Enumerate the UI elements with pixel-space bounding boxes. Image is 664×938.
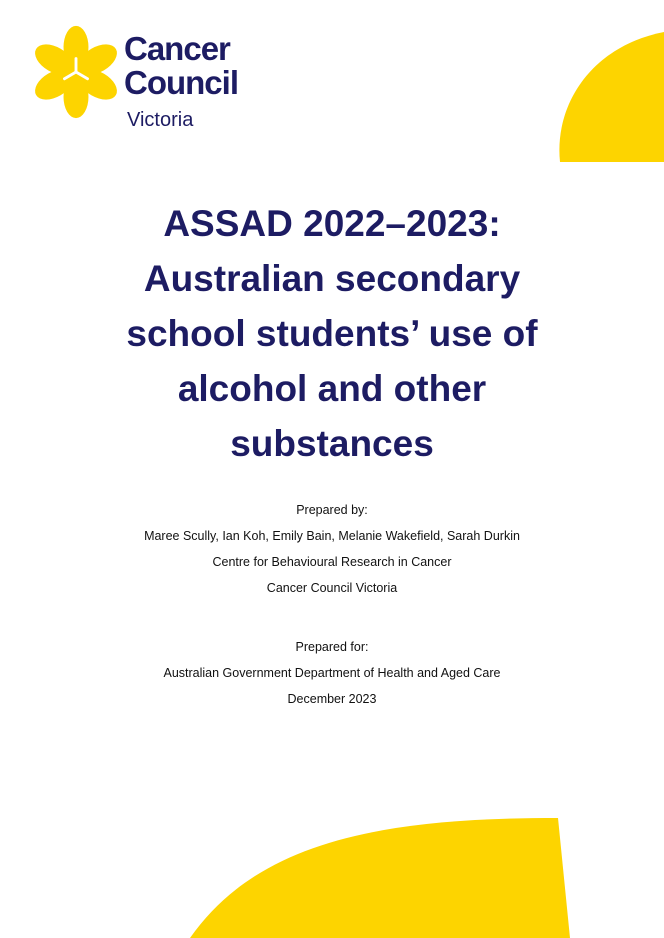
prepared-by-section <box>80 497 584 601</box>
client-department: Australian Government Department of Health and Aged Care <box>163 666 501 680</box>
title-line: ASSAD 2022–2023: <box>163 203 501 244</box>
report-title <box>40 196 624 471</box>
title-line: substances <box>230 423 434 464</box>
title-line: alcohol and other <box>177 368 487 409</box>
prepared-for-label: Prepared for: <box>295 640 369 654</box>
authors-list: Maree Scully, Ian Koh, Emily Bain, Melanie Wakefield, Sarah Durkin <box>144 529 520 543</box>
daffodil-flower-icon <box>28 24 124 120</box>
organisation: Cancer Council Victoria <box>266 581 398 595</box>
prepared-by-label: Prepared by: <box>296 503 368 517</box>
prepared-for-section <box>80 634 584 712</box>
cancer-council-logo <box>28 24 258 134</box>
logo-line-council: Council <box>124 64 238 101</box>
report-date: December 2023 <box>287 692 377 706</box>
research-centre: Centre for Behavioural Research in Cancer <box>212 555 452 569</box>
logo-wordmark <box>124 32 238 100</box>
decorative-yellow-shape-top <box>554 32 664 162</box>
title-line: school students’ use of <box>126 313 538 354</box>
decorative-yellow-shape-bottom <box>190 818 570 938</box>
logo-subtitle: Victoria <box>127 109 194 131</box>
title-line: Australian secondary <box>143 258 521 299</box>
logo-line-cancer: Cancer <box>124 30 230 67</box>
